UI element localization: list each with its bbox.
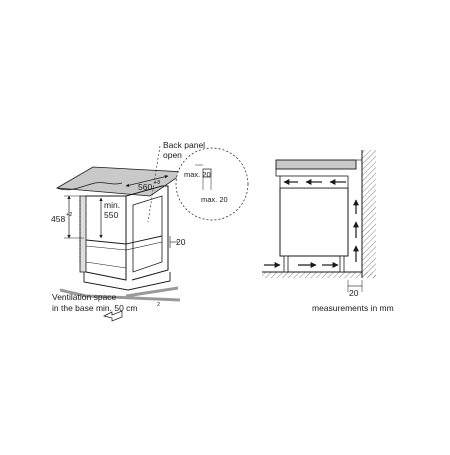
shelf-line [86, 236, 162, 244]
ventilation-label-line1: Ventilation space [52, 292, 117, 302]
detail-max-top: max. 20 [184, 170, 211, 179]
worktop-slab [57, 167, 185, 196]
side-panel-left [80, 196, 86, 272]
appliance-box [280, 188, 348, 256]
floor-hatch [262, 272, 376, 278]
back-panel-label-line2: open [163, 150, 182, 160]
right-gap-value: 20 [349, 288, 359, 298]
base-line [86, 262, 126, 268]
height-tolerance: +2 [66, 212, 73, 218]
detail-callout [176, 148, 248, 220]
back-panel-opening [133, 196, 162, 272]
ventilation-unit-exponent: 2 [157, 302, 161, 308]
foot-right [340, 256, 344, 272]
depth-tolerance: +8 [154, 180, 161, 186]
gap-value: 20 [176, 237, 186, 247]
back-panel-label-line1: Back panel [163, 140, 206, 150]
detail-max-bottom: max. 20 [201, 195, 228, 204]
min-value: 550 [104, 210, 119, 220]
min-label: min. [104, 200, 121, 210]
foot-left [284, 256, 288, 272]
detail-circle [176, 148, 248, 220]
front-hook [276, 169, 280, 176]
wall-hatch [362, 150, 376, 278]
depth-value: 560 [138, 182, 153, 192]
height-value: 458 [51, 214, 66, 224]
plinth [84, 272, 170, 290]
shelf-line-lower [86, 242, 162, 250]
right-section-diagram [262, 150, 394, 313]
ventilation-label-line2: in the base min. 50 cm [52, 303, 138, 313]
worktop-section [276, 160, 356, 169]
measurements-note: measurements in mm [312, 303, 394, 313]
